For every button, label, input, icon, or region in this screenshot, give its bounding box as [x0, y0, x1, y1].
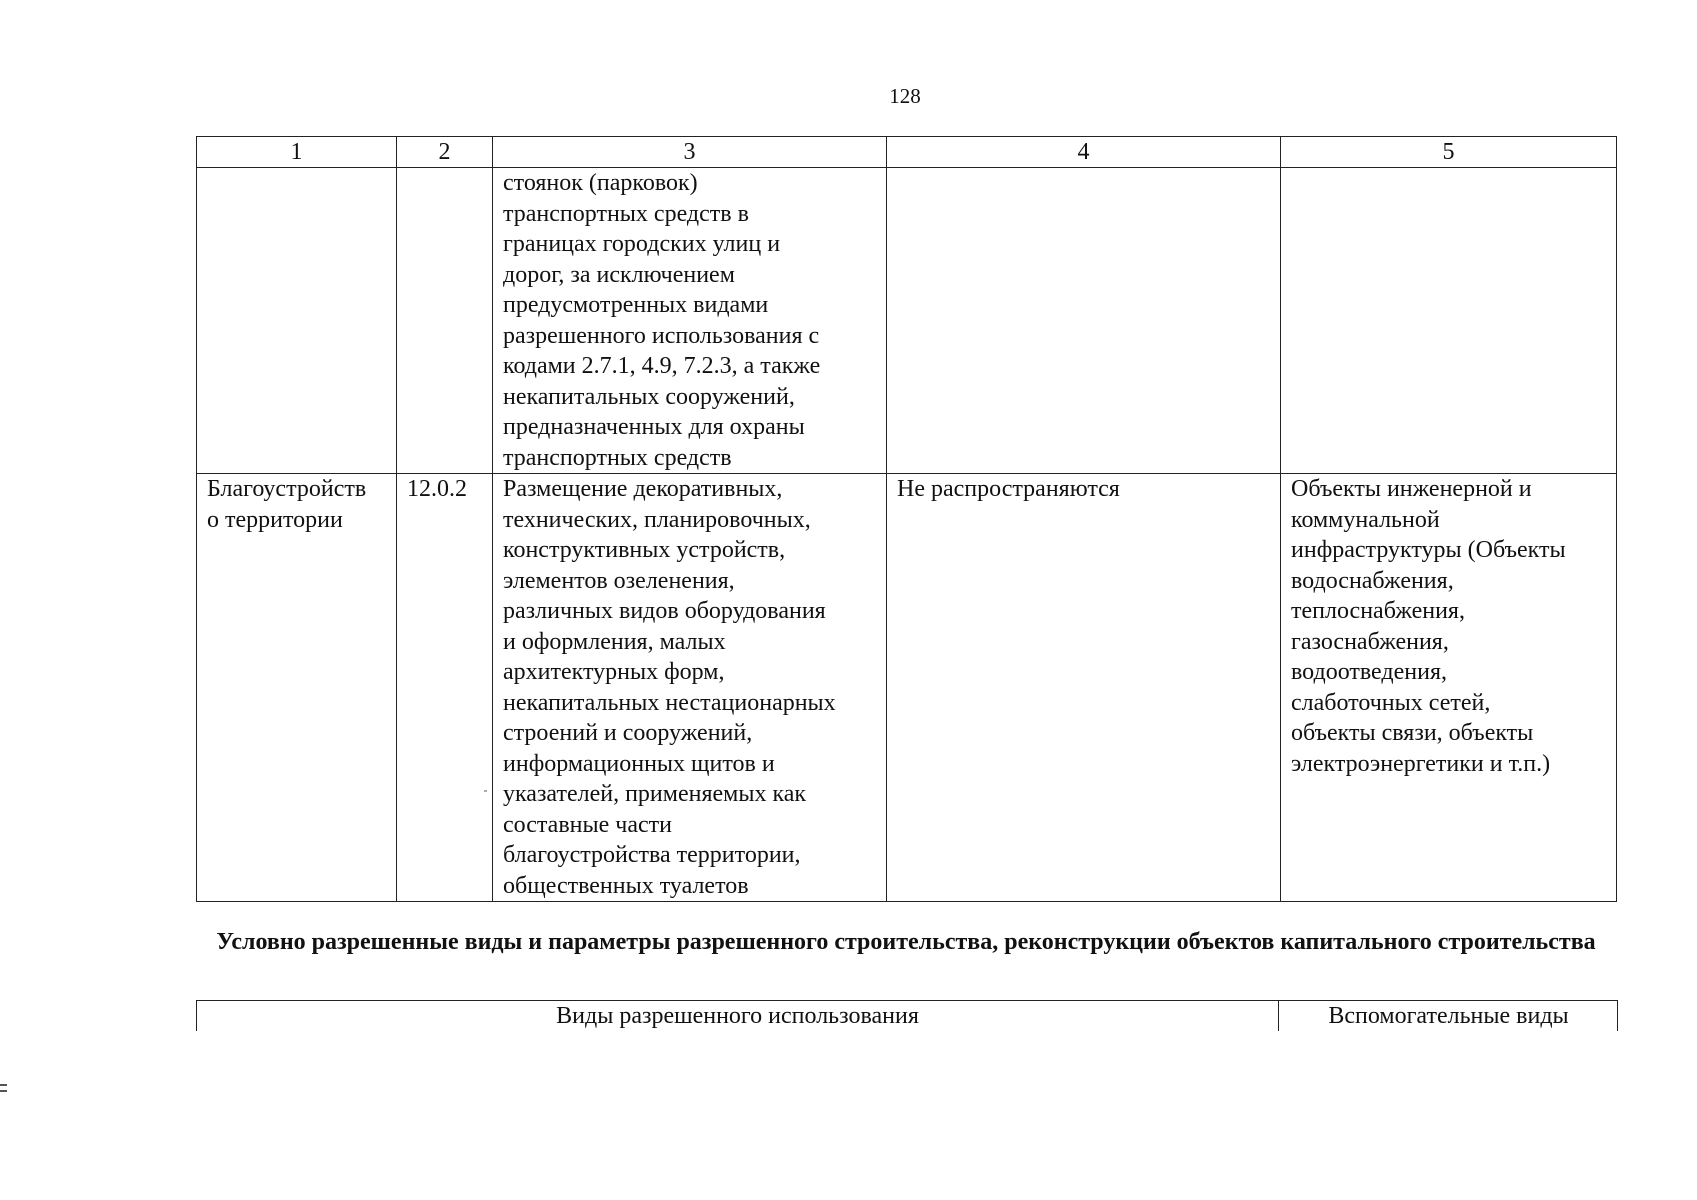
column-header-2: 2 — [397, 137, 493, 168]
scan-artifact — [0, 1084, 7, 1086]
column-header-4: 4 — [887, 137, 1281, 168]
next-table-header-auxiliary: Вспомогательные виды — [1328, 1003, 1569, 1029]
next-table-header — [196, 1000, 1618, 1031]
parameters-cell — [887, 168, 1281, 474]
column-header-1: 1 — [197, 137, 397, 168]
table-row — [197, 474, 1617, 902]
parameters-cell: Не распространяются — [887, 474, 1281, 902]
use-code-cell — [397, 168, 493, 474]
column-header-3: 3 — [493, 137, 887, 168]
use-description-cell: Размещение декоративных, технических, планировочных, конструктивных устройств, элементов озеленения, различных видов оборудования и оформления, малых архитектурных форм, некапитальных нестационарных строений и сооружений, информационных щитов и указателей, применяемых как составные части благоустройства территории, общественных туалетов — [493, 474, 887, 902]
table-header-row — [197, 137, 1617, 168]
scan-artifact — [0, 1090, 7, 1092]
use-name-cell: Благоустройств о территории — [197, 474, 397, 902]
column-header-5: 5 — [1281, 137, 1617, 168]
auxiliary-uses-cell — [1281, 168, 1617, 474]
zoning-table — [196, 136, 1617, 902]
next-table-header-uses: Виды разрешенного использования — [197, 1001, 1279, 1031]
use-description-cell: стоянок (парковок) транспортных средств в границах городских улиц и дорог, за исключением предусмотренных видами разрешенного использования с кодами 2.7.1, 4.9, 7.2.3, а также некапитальных сооружений, предназначенных для охраны транспортных средств — [493, 168, 887, 474]
page-number: 128 — [889, 84, 921, 108]
use-name-cell — [197, 168, 397, 474]
table-row — [197, 168, 1617, 474]
use-code-cell: 12.0.2 — [397, 474, 493, 902]
section-title: Условно разрешенные виды и параметры разрешенного строительства, реконструкции объектов капитального строительства — [216, 929, 1596, 955]
auxiliary-uses-cell: Объекты инженерной и коммунальной инфраструктуры (Объекты водоснабжения, теплоснабжения, газоснабжения, водоотведения, слаботочных сетей, объекты связи, объекты электроэнергетики и т.п.) — [1281, 474, 1617, 902]
scan-artifact — [484, 790, 487, 792]
